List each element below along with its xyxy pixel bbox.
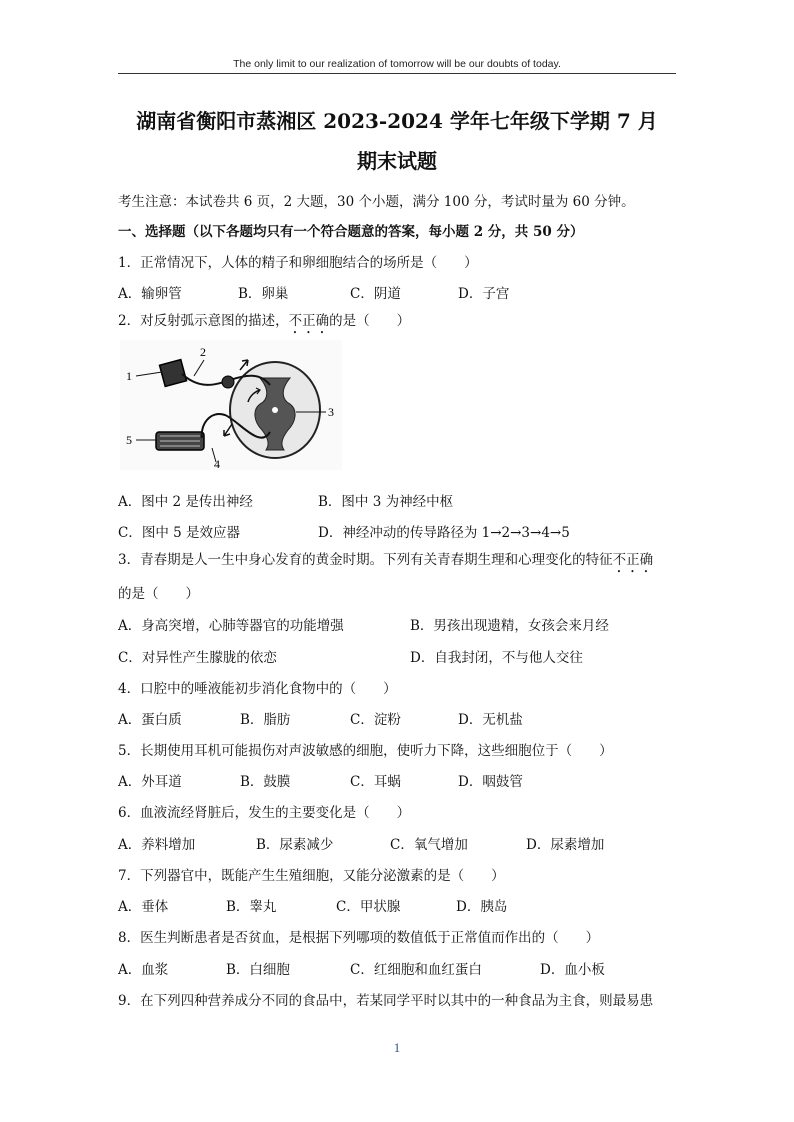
q5-option-d: D．咽鼓管 — [458, 774, 523, 790]
question-7-stem: 7．下列器官中，既能产生生殖细胞，又能分泌激素的是（ ） — [118, 868, 505, 884]
label-4: 4 — [214, 457, 220, 470]
label-1: 1 — [126, 369, 132, 383]
label-5: 5 — [126, 433, 132, 447]
q1-option-c: C．阴道 — [350, 286, 401, 302]
q2-option-b: B．图中 3 为神经中枢 — [318, 494, 454, 510]
label-2: 2 — [200, 345, 206, 359]
q2-option-c: C．图中 5 是效应器 — [118, 525, 241, 541]
label-3: 3 — [328, 405, 334, 419]
q6-option-d: D．尿素增加 — [526, 837, 605, 853]
q4-option-d: D．无机盐 — [458, 712, 523, 728]
reflex-arc-diagram — [120, 340, 342, 470]
q3-option-a: A．身高突增，心肺等器官的功能增强 — [118, 618, 344, 634]
q4-option-b: B．脂肪 — [240, 712, 291, 728]
page-header-motto: The only limit to our realization of tomorrow will be our doubts of today. — [233, 58, 561, 70]
q3-stem-emphasis: 不正确 — [612, 552, 654, 568]
q5-option-b: B．鼓膜 — [240, 774, 291, 790]
q8-option-b: B．白细胞 — [226, 962, 290, 978]
q4-option-c: C．淀粉 — [350, 712, 401, 728]
question-9-stem: 9．在下列四种营养成分不同的食品中，若某同学平时以其中的一种食品为主食，则最易患 — [118, 993, 654, 1009]
q1-option-b: B．卵巢 — [238, 286, 289, 302]
question-2-stem — [118, 309, 410, 337]
q2-stem-post: 的是（ ） — [329, 313, 411, 329]
page-number: 1 — [393, 1040, 401, 1055]
question-5-stem: 5．长期使用耳机可能损伤对声波敏感的细胞，使听力下降，这些细胞位于（ ） — [118, 743, 613, 759]
q7-option-c: C．甲状腺 — [336, 899, 401, 915]
q2-stem-emphasis: 不正确 — [288, 313, 330, 329]
q7-option-d: D．胰岛 — [456, 899, 508, 915]
q8-option-c: C．红细胞和血红蛋白 — [350, 962, 482, 978]
q7-option-b: B．睾丸 — [226, 899, 277, 915]
q3-option-b: B．男孩出现遗精，女孩会来月经 — [410, 618, 609, 634]
question-3-stem — [118, 548, 653, 576]
q8-option-d: D．血小板 — [540, 962, 605, 978]
question-3-stem-cont: 的是（ ） — [118, 586, 199, 602]
q8-option-a: A．血浆 — [118, 962, 169, 978]
q1-option-a: A．输卵管 — [118, 286, 182, 302]
exam-title-line2: 期末试题 — [357, 149, 437, 173]
receptor-skin — [160, 360, 187, 387]
q6-option-c: C．氧气增加 — [390, 837, 468, 853]
q2-option-a: A．图中 2 是传出神经 — [118, 494, 253, 510]
q2-stem-pre: 2．对反射弧示意图的描述， — [118, 313, 289, 329]
q2-option-d: D．神经冲动的传导路径为 1→2→3→4→5 — [318, 525, 570, 541]
question-4-stem: 4．口腔中的唾液能初步消化食物中的（ ） — [118, 681, 397, 697]
q3-stem-pre: 3．青春期是人一生中身心发育的黄金时期。下列有关青春期生理和心理变化的特征 — [118, 552, 613, 568]
q3-option-d: D．自我封闭，不与他人交往 — [410, 650, 583, 666]
q7-option-a: A．垂体 — [118, 899, 169, 915]
question-6-stem: 6．血液流经肾脏后，发生的主要变化是（ ） — [118, 805, 411, 821]
q4-option-a: A．蛋白质 — [118, 712, 182, 728]
q1-option-d: D．子宫 — [458, 286, 510, 302]
q3-option-c: C．对异性产生朦胧的依恋 — [118, 650, 277, 666]
q5-option-a: A．外耳道 — [118, 774, 182, 790]
question-8-stem: 8．医生判断患者是否贫血，是根据下列哪项的数值低于正常值而作出的（ ） — [118, 930, 600, 946]
header-rule — [118, 73, 676, 74]
q6-option-a: A．养料增加 — [118, 837, 196, 853]
exam-title-line1: 湖南省衡阳市蒸湘区 2023-2024 学年七年级下学期 7 月 — [136, 109, 658, 133]
q5-option-c: C．耳蜗 — [350, 774, 401, 790]
section-heading: 一、选择题（以下各题均只有一个符合题意的答案，每小题 2 分，共 50 分） — [118, 224, 584, 240]
exam-notice: 考生注意：本试卷共 6 页，2 大题，30 个小题，满分 100 分，考试时量为 60 分钟。 — [118, 194, 635, 210]
question-1-stem: 1．正常情况下，人体的精子和卵细胞结合的场所是（ ） — [118, 255, 478, 271]
q6-option-b: B．尿素减少 — [256, 837, 334, 853]
